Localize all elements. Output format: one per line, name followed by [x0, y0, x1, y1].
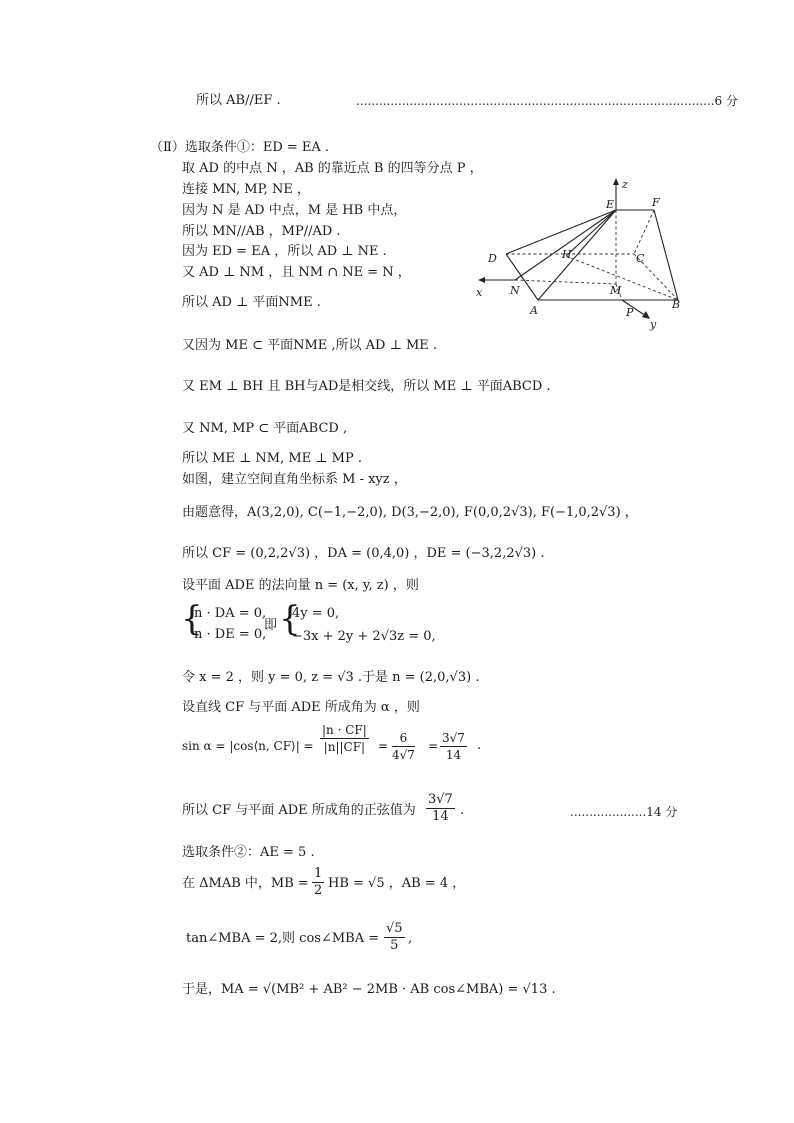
eq-sign-2: = [428, 739, 439, 753]
frac-n-cf: $\frac{|n \cdot CF|}{|n||CF|}$ [322, 723, 367, 754]
period-2: . [460, 803, 465, 818]
label-d: D [488, 252, 497, 265]
line-me-subset: 又因为 ME ⊂ 平面NME ,所以 AD ⊥ ME . [182, 338, 438, 353]
line-nm-mp: 又 NM, MP ⊂ 平面ABCD , [182, 421, 348, 436]
line-mn-parallel: 所以 MN//AB ，MP//AD . [182, 224, 341, 239]
label-m: M [610, 284, 622, 297]
line-midpoint-n: 取 AD 的中点 N ，AB 的靠近点 B 的四等分点 P ， [182, 161, 483, 176]
geometry-figure [470, 172, 690, 332]
brace-left-2: { [279, 599, 301, 639]
label-p: P [626, 306, 634, 319]
line-ma: 于是，MA = √(MB² + AB² − 2MB · AB cos∠MBA) = √13 . [182, 982, 556, 997]
label-h: H [562, 248, 572, 261]
line-tan: tan∠MBA = 2,则 cos∠MBA = [186, 931, 380, 946]
label-z: z [622, 178, 628, 191]
eq-4y: 4y = 0, [292, 606, 340, 621]
label-y: y [650, 318, 657, 331]
brace-left-1: { [181, 599, 203, 639]
frac-cos: $\frac{√5}{5}$ [386, 921, 403, 953]
score-14: ....................14 分 [570, 805, 678, 819]
line-ad-plane: 所以 AD ⊥ 平面NME . [182, 295, 321, 310]
line-sine-result: 所以 CF 与平面 ADE 所成角的正弦值为 [182, 803, 416, 818]
line-em-bh: 又 EM ⊥ BH 且 BH与AD是相交线，所以 ME ⊥ 平面ABCD . [182, 379, 551, 394]
eq-sign-1: = [378, 739, 389, 753]
frac-half: $\frac{1}{2}$ [314, 866, 323, 898]
period-1: . [477, 738, 482, 753]
line-angle-alpha: 设直线 CF 与平面 ADE 所成角为 α ，则 [182, 700, 420, 715]
line-triangle-mab: 在 ΔMAB 中，MB = [182, 876, 309, 891]
line-ab-parallel-ef: 所以 AB//EF . [196, 93, 281, 108]
line-normal-vector: 设平面 ADE 的法向量 n = (x, y, z) ，则 [182, 578, 419, 593]
frac-6-over: $\frac{6}{4√7}$ [392, 731, 415, 762]
eq-n-de: n · DE = 0, [194, 627, 267, 642]
label-f: F [652, 196, 660, 209]
frac-sine: $\frac{3√7}{14}$ [428, 792, 453, 824]
eq-n-da: n · DA = 0, [194, 606, 267, 621]
line-me-perp: 所以 ME ⊥ NM, ME ⊥ MP . [182, 451, 362, 466]
line-hb: HB = √5 ，AB = 4 ， [328, 876, 466, 891]
label-n: N [510, 284, 520, 297]
label-c: C [636, 252, 645, 265]
score-6: ..............................................................................................6 分 [356, 94, 739, 108]
line-connect: 连接 MN, MP, NE ， [182, 182, 310, 197]
label-a: A [530, 304, 538, 317]
line-let-x: 令 x = 2 ，则 y = 0, z = √3 .于是 n = (2,0,√3) . [182, 670, 480, 685]
part2-condition1: （Ⅱ）选取条件①：ED = EA . [150, 140, 330, 155]
line-coordinate-system: 如图，建立空间直角坐标系 M - xyz ， [182, 472, 407, 487]
label-b: B [672, 298, 681, 311]
condition-2: 选取条件②：AE = 5 . [182, 845, 315, 860]
line-points: 由题意得，A(3,2,0), C(−1,−2,0), D(3,−2,0), F(0,0,2√3), F(−1,0,2√3) ， [182, 505, 638, 520]
eq-second: −3x + 2y + 2√3z = 0, [292, 629, 436, 644]
line-ed-ea: 因为 ED = EA ，所以 AD ⊥ NE . [182, 244, 387, 259]
line-ad-nm: 又 AD ⊥ NM ，且 NM ∩ NE = N ， [182, 265, 411, 280]
comma-1: , [408, 931, 413, 946]
line-because-n: 因为 N 是 AD 中点，M 是 HB 中点， [182, 203, 407, 218]
eq-ji: 即 [264, 618, 278, 633]
line-vectors: 所以 CF = (0,2,2√3) ，DA = (0,4,0) ，DE = (−3,2,2√3) . [182, 546, 545, 561]
label-x: x [476, 286, 483, 299]
formula-sin-alpha: sin α = |cos⟨n, CF⟩| = [182, 739, 314, 753]
frac-result: $\frac{3√7}{14}$ [442, 731, 465, 762]
label-e: E [606, 198, 615, 211]
